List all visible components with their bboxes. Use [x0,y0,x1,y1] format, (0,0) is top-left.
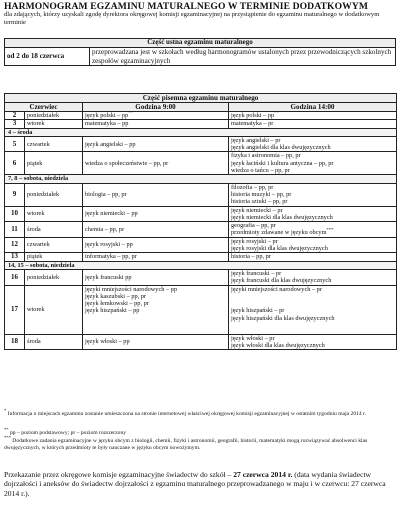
exam-2pm [229,222,397,238]
footnote [4,427,396,437]
day-number [5,237,25,253]
exam-9am-text: chemia – pp, pr [85,225,125,233]
weekday [25,334,83,350]
exam-day-row [5,206,397,222]
exam-9am-text: wiedza o społeczeństwie – pp, pr [85,159,169,167]
weekday-text: wtorek [27,305,45,313]
exam-day-row [5,183,397,206]
exam-9am-text: język niemiecki – pp [85,210,138,218]
weekend-separator-row [5,128,397,136]
exam-2pm-text: język rosyjski – pr język rosyjski dla klas dwujęzycznych [231,237,328,253]
written-exam-table [4,93,397,350]
separator-label: 7, 8 – sobota, niedziela [5,175,397,183]
exam-2pm [229,183,397,206]
exam-day-row [5,136,397,152]
exam-2pm-text: języki mniejszości narodowych – pr język hiszpański – pr język hiszpański dla klas dwujęzycznych [231,285,335,322]
footnote-mark: ** [4,427,9,433]
day-number-text: 5 [12,139,17,148]
weekday-text: poniedziałek [27,190,60,198]
day-number-text: 10 [11,209,18,218]
exam-2pm-text: język polski – pp [231,112,275,119]
day-number [5,285,25,334]
weekday-text: piątek [27,159,43,167]
separator-label: 14, 15 – sobota, niedziela [5,261,397,269]
exam-9am [83,269,229,285]
exam-9am [83,222,229,238]
weekday-text: środa [27,225,41,233]
weekday [25,222,83,238]
page-subtitle: dla zdających, którzy uzyskali zgodę dyrektora okręgowej komisji egzaminacyjnej na przystąpienie do egzaminu maturalnego w dodatkowym terminie [4,11,380,26]
exam-9am [83,334,229,350]
exam-2pm-text: język włoski – pr język włoski dla klas dwujęzycznych [231,334,325,349]
weekday [25,237,83,253]
oral-date: od 2 do 18 czerwca [5,48,90,66]
exam-9am-text: język angielski – pp [85,140,136,148]
exam-9am [83,152,229,175]
footnote-marker: ** [274,109,279,115]
exam-9am-text: język włoski – pp [85,338,130,346]
weekend-separator-row [5,175,397,183]
footnote [4,408,396,418]
footnote-text: pp – poziom podstawowy; pr – poziom rozszerzony [10,430,127,436]
exam-2pm-text: historia – pp, pr [231,253,271,261]
day-number-text: 17 [11,304,18,313]
day-number-text: 3 [12,119,17,128]
exam-2pm-text: filozofia – pp, pr historia muzyki – pp, pr historia sztuki – pp, pr [231,183,292,206]
exam-9am-text: biologia – pp, pr [85,190,127,198]
weekday-text: poniedziałek [27,112,60,119]
day-number [5,136,25,152]
exam-9am-text: język rosyjski – pp [85,241,133,249]
delivery-text-after: (data wydania świadectw dojrzałości i aneksów do świadectw dojrzałości z egzaminu maturalnego przeprowadzanego w maju i w czerwcu: 27 czerwca 2014 r.). [4,470,386,498]
weekday [25,120,83,128]
footnote-marker: *** [326,227,334,233]
weekday-text: poniedziałek [27,273,60,281]
exam-2pm-text: język niemiecki – pr język niemiecki dla klas dwujęzycznych [231,206,333,221]
footnote-mark: * [4,408,7,414]
day-number-text: 11 [11,224,18,233]
day-number [5,253,25,261]
weekday-text: piątek [27,253,43,261]
exam-9am-text: język polski – pp [85,112,129,119]
exam-2pm [229,152,397,175]
exam-9am [83,285,229,334]
written-table-body [5,109,397,350]
footnote-marker: ** [128,109,133,115]
day-number [5,120,25,128]
footnote [4,435,396,451]
column-9am: Godzina 9:00 [83,103,229,112]
exam-day-row [5,120,397,128]
delivery-text-before: Przekazanie przez okręgowe komisje egzaminacyjne świadectw do szkół – [4,470,234,479]
weekday [25,136,83,152]
exam-2pm [229,120,397,128]
exam-2pm-text: język francuski – pr język francuski dla klas dwujęzycznych [231,269,332,285]
weekend-separator-row [5,261,397,269]
weekday [25,285,83,334]
day-number-text: 16 [11,272,18,281]
footnote-mark: *** [4,435,11,441]
page-title: HARMONOGRAM EGZAMINU MATURALNEGO W TERMINIE DODATKOWYM [4,1,369,12]
exam-9am-text: języki mniejszości narodowych – pp język kaszubski – pp, pr język łemkowski – pp, pr język hiszpański – pp [85,285,177,315]
weekday [25,183,83,206]
oral-heading: Część ustna egzaminu maturalnego [5,39,396,48]
day-number [5,334,25,350]
exam-9am-text: informatyka – pp, pr [85,253,137,261]
exam-day-row [5,285,397,334]
day-number [5,206,25,222]
exam-day-row [5,253,397,261]
column-2pm: Godzina 14:00 [229,103,397,112]
weekday-text: czwartek [27,241,50,249]
exam-9am-text: matematyka – pp [85,120,129,128]
exam-9am [83,183,229,206]
weekday-text: środa [27,338,41,346]
weekday [25,253,83,261]
day-number-text: 18 [11,337,18,346]
exam-2pm-text: język angielski – pr język angielski dla klas dwujęzycznych [231,136,331,152]
exam-2pm [229,334,397,350]
exam-2pm-text: geografia – pp, pr przedmioty zdawane w języku obcym [231,222,327,237]
exam-2pm [229,269,397,285]
footnote-text: Informacja o miejscach egzaminu zostanie umieszczona na stronie internetowej właściwej okręgowej komisji egzaminacyjnej w ostatnim tygodniu maja 2014 r. [7,411,367,417]
weekday [25,269,83,285]
exam-9am [83,206,229,222]
exam-2pm [229,237,397,253]
day-number [5,152,25,175]
day-number [5,269,25,285]
footnote-text: Dodatkowe zadania egzaminacyjne w języku obcym z biologii, chemii, fizyki i astronomii, geografii, historii, matematyki mogą rozwiązywać absolwenci klas dwujęzycznych, w których przedmioty te były nauczane w języku obcym nowożytnym. [4,438,368,451]
exam-2pm [229,206,397,222]
certificate-delivery-note [4,470,396,498]
weekday-text: wtorek [27,210,45,218]
exam-day-row [5,152,397,175]
exam-day-row [5,222,397,238]
exam-day-row [5,112,397,120]
exam-2pm-text: matematyka – pr [231,120,274,128]
column-month: Czerwiec [5,103,83,112]
exam-9am [83,237,229,253]
day-number [5,222,25,238]
weekday [25,206,83,222]
delivery-date: 27 czerwca 2014 r. [233,470,293,479]
day-number-text: 2 [12,111,17,119]
day-number [5,183,25,206]
exam-9am [83,136,229,152]
exam-2pm [229,285,397,334]
exam-day-row [5,269,397,285]
exam-9am [83,120,229,128]
weekday-text: czwartek [27,140,50,148]
exam-9am [83,253,229,261]
weekday-text: wtorek [27,120,45,128]
exam-2pm [229,136,397,152]
written-heading: Część pisemna egzaminu maturalnego [5,94,397,103]
exam-day-row [5,237,397,253]
separator-label: 4 – środa [5,128,397,136]
day-number-text: 6 [12,158,17,167]
weekday [25,152,83,175]
day-number-text: 12 [11,240,18,249]
exam-2pm [229,253,397,261]
day-number-text: 13 [11,252,18,261]
exam-day-row [5,334,397,350]
exam-9am-text: język francuski pp [85,273,132,281]
exam-2pm [229,109,397,120]
oral-exam-table [4,38,396,66]
oral-description: przeprowadzana jest w szkołach według harmonogramów ustalonych przez przewodniczących szkolnych zespołów egzaminacyjnych [90,48,396,66]
exam-2pm-text: fizyka i astronomia – pp, pr język łaciński i kultura antyczna – pp, pr wiedza o tańcu – pp, pr [231,152,334,175]
weekday [25,112,83,120]
day-number-text: 9 [12,189,17,198]
exam-9am [83,109,229,120]
